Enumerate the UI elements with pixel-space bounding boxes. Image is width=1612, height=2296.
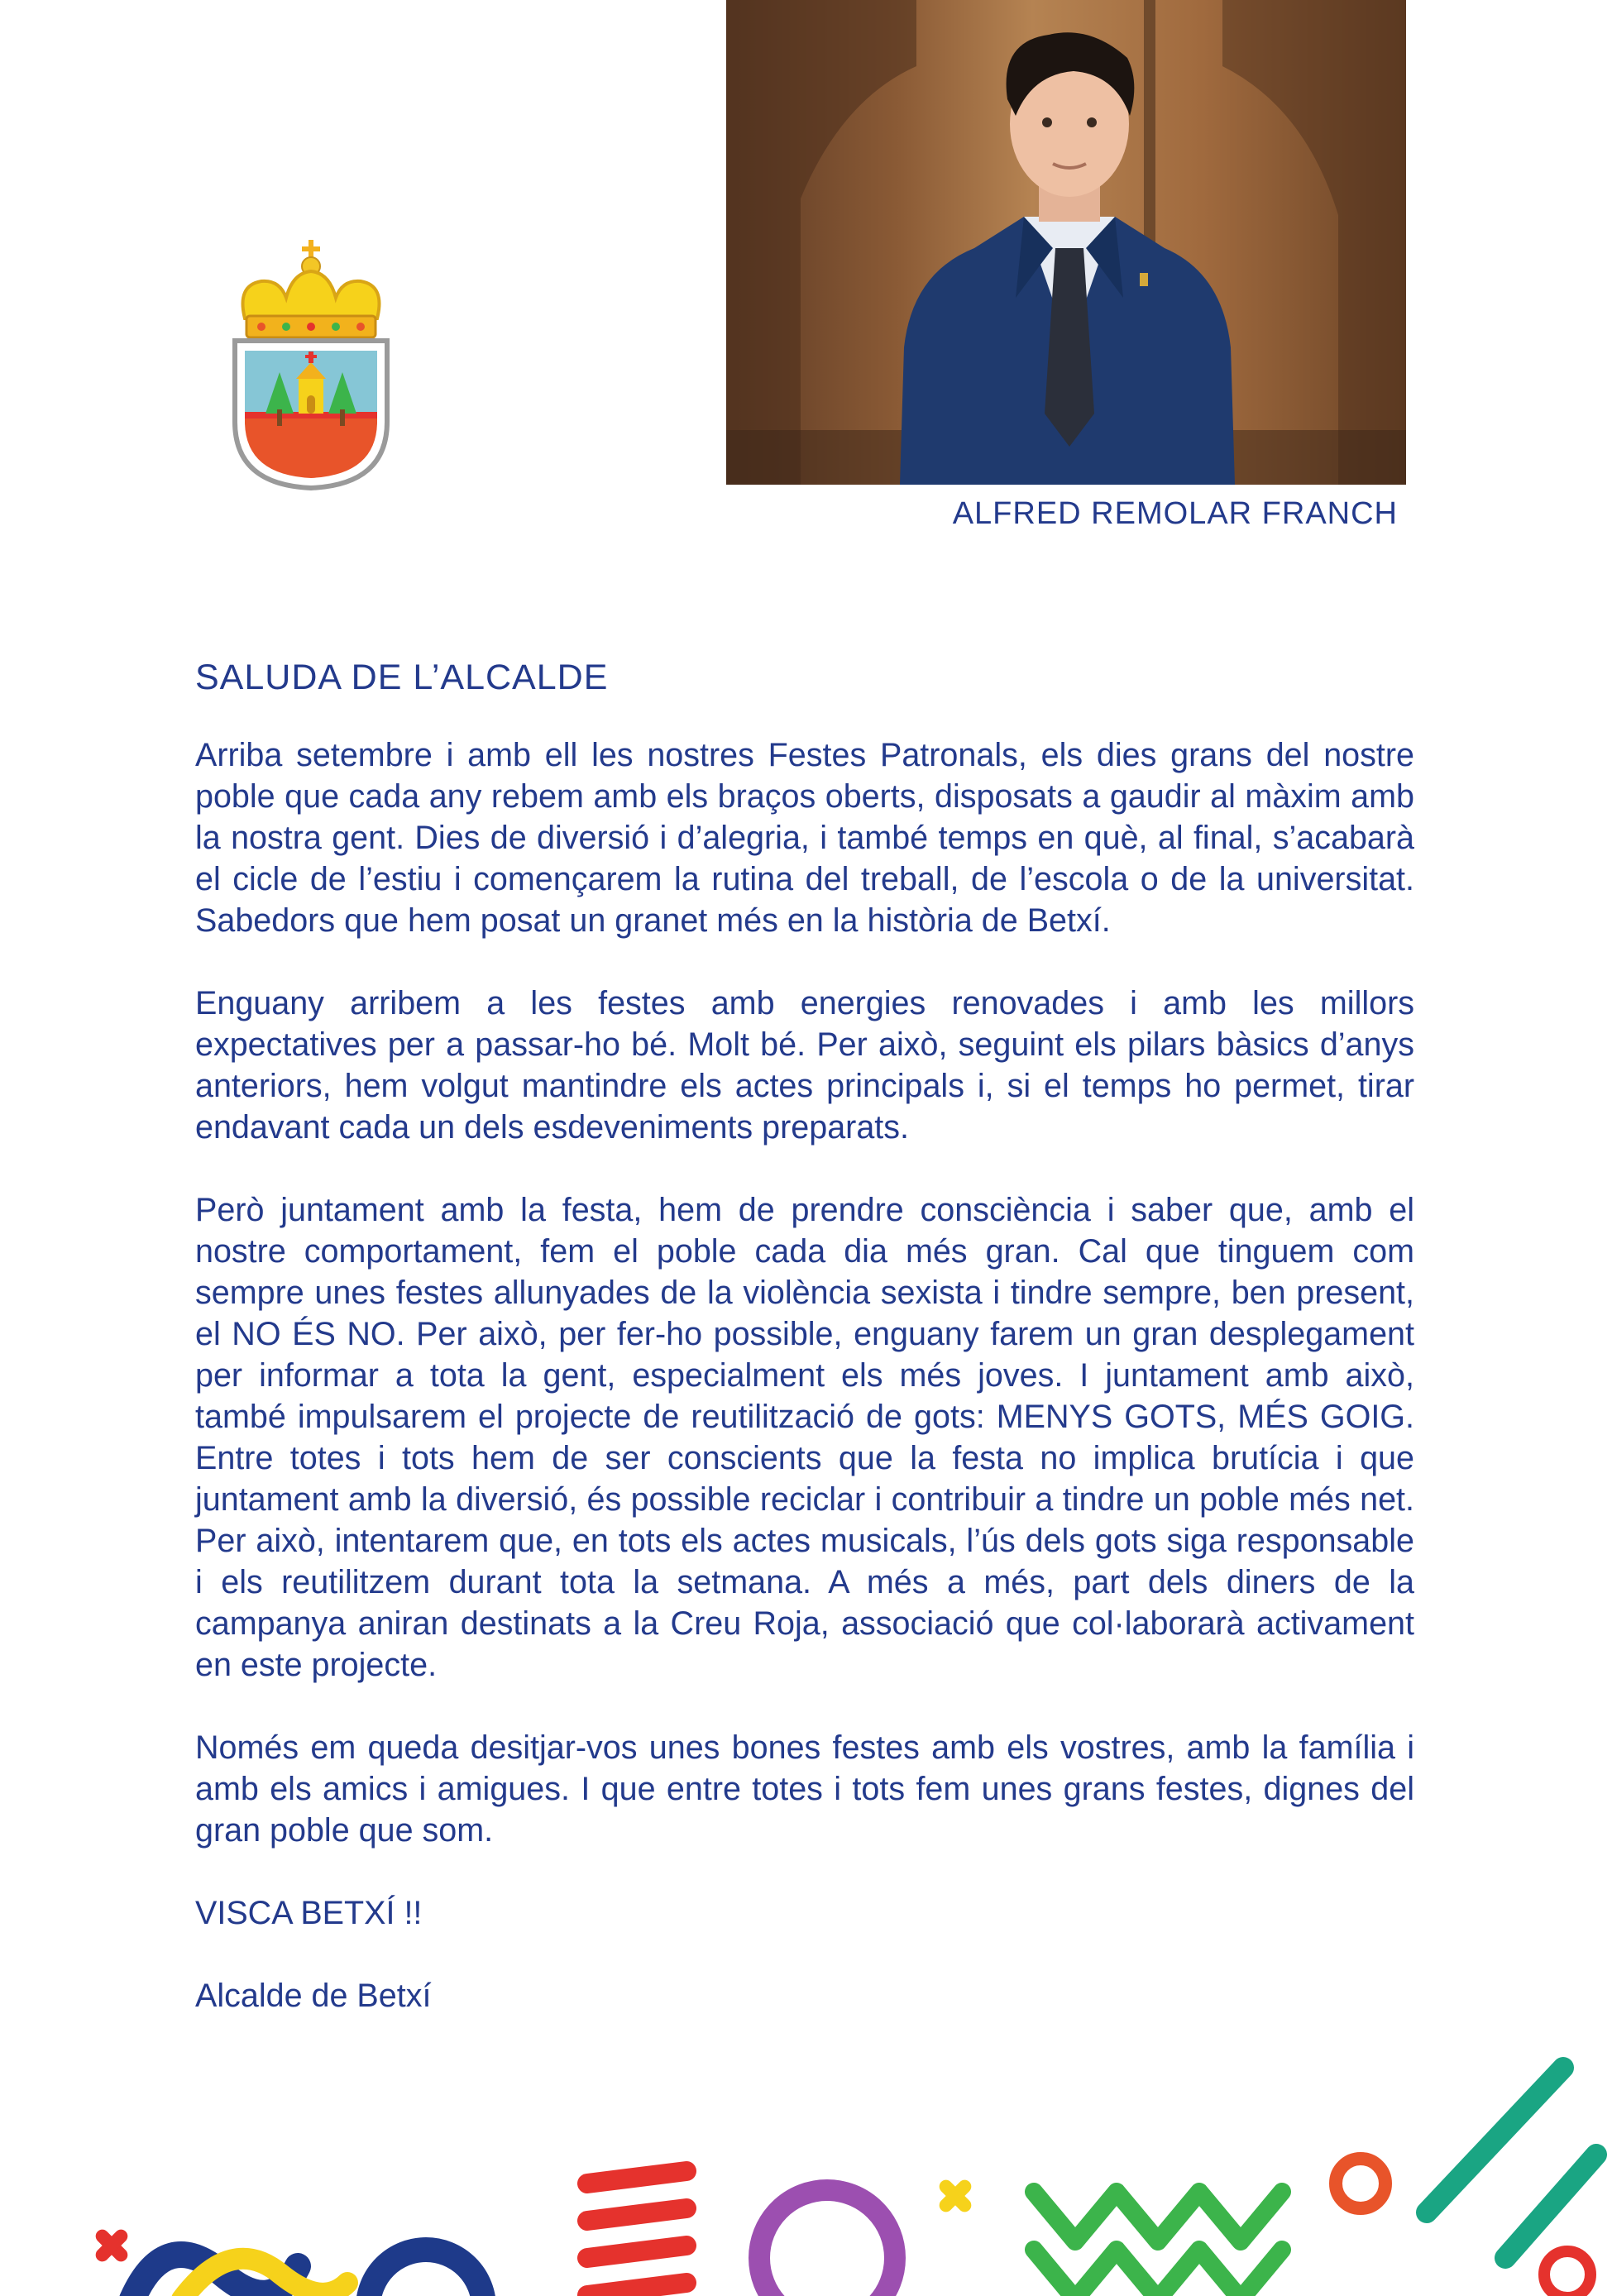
decorative-footer bbox=[0, 2035, 1612, 2296]
orange-ring-shape bbox=[1336, 2159, 1385, 2208]
letter-body bbox=[195, 658, 1414, 2058]
teal-diagonal-lines-shape bbox=[1427, 2068, 1596, 2258]
red-ring-shape bbox=[1544, 2251, 1590, 2296]
yellow-cross-icon bbox=[927, 2168, 983, 2224]
green-zigzag-shape bbox=[1034, 2192, 1282, 2296]
paragraph-3: Però juntament amb la festa, hem de prendre consciència i saber que, amb el nostre comportament, fem el poble cada dia més gran. Cal que tinguem com sempre unes festes allunyades de la violència sexista i tindre sempre, ben present, el NO ÉS NO. Per això, per fer-ho possible, enguany farem un gran desplegament per informar a tota la gent, especialment els més joves. I juntament amb això, també impulsarem el projecte de reutilització de gots: MENYS GOTS, MÉS GOIG. Entre totes i tots hem de ser conscients que la festa no implica brutícia i que juntament amb la diversió, és possible reciclar i contribuir a tindre un poble més net. Per això, intentarem que, en tots els actes musicals, l’ús dels gots siga responsable i els reutilitzem durant tota la setmana. A més a més, part dels diners de la campanya aniran destinats a la Creu Roja, associació que col·laborarà activament en este projecte. bbox=[195, 1192, 1414, 1683]
signature-line: Alcalde de Betxí bbox=[195, 1978, 432, 2014]
coat-of-arms-logo bbox=[228, 240, 394, 493]
paragraph-1: Arriba setembre i amb ell les nostres Festes Patronals, els dies grans del nostre poble que cada any rebem amb els braços oberts, disposats a gaudir al màxim amb la nostra gent. Dies de diversió i d’alegria, i també temps en què, al final, s’acabarà el cicle de l’estiu i començarem la rutina del treball, de l’escola o de la universitat. Sabedors que hem posat un granet més en la història de Betxí. bbox=[195, 737, 1414, 939]
letter-title: SALUDA DE L’ALCALDE bbox=[195, 658, 609, 697]
paragraph-2: Enguany arribem a les festes amb energies renovades i amb les millors expectatives per a passar-ho bé. Molt bé. Per això, seguint els pilars bàsics d’anys anteriors, hem volgut mantindre els actes principals i, si el temps ho permet, tirar endavant cada un dels esdeveniments preparats. bbox=[195, 985, 1414, 1146]
red-stripes-shape bbox=[587, 2171, 686, 2295]
red-cross-icon bbox=[84, 2217, 140, 2274]
portrait-caption: ALFRED REMOLAR FRANCH bbox=[952, 496, 1398, 531]
navy-arc-shape bbox=[368, 2250, 484, 2296]
crown-icon bbox=[243, 240, 380, 337]
purple-ring-shape bbox=[759, 2190, 895, 2296]
paragraph-4: Només em queda desitjar-vos unes bones festes amb els vostres, amb la família i amb els amics i amigues. I que entre totes i tots fem unes grans festes, dignes del gran poble que som. bbox=[195, 1729, 1414, 1849]
shield-icon bbox=[235, 341, 387, 488]
closing-line: VISCA BETXÍ !! bbox=[195, 1895, 423, 1931]
mayor-portrait-photo bbox=[726, 0, 1406, 485]
